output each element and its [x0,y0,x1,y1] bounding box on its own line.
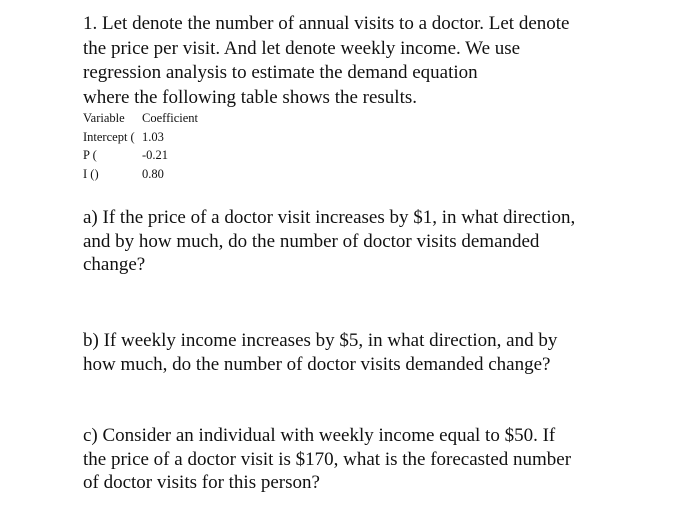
table-row [83,165,198,184]
problem-intro [83,12,683,110]
question-c [83,424,571,495]
question-line: how much, do the number of doctor visits demanded change? [83,353,551,375]
question-line: a) If the price of a doctor visit increases by $1, in what direction, [83,207,576,228]
variable-cell: Intercept ( [83,129,135,144]
table-row [83,128,198,147]
coefficient-cell: -0.21 [142,148,169,162]
question-line: the price of a doctor visit is $170, what is the forecasted number [83,448,572,470]
regression-table [83,109,198,183]
intro-line: regression analysis to estimate the demand equation [83,62,478,83]
question-line: of doctor visits for this person? [83,472,320,493]
variable-cell: P ( [83,148,97,162]
coefficient-cell: 0.80 [142,166,164,181]
question-line: b) If weekly income increases by $5, in what direction, and by [83,330,558,351]
question-line: change? [83,254,146,275]
question-a [83,206,575,277]
column-header-coefficient: Coefficient [142,111,198,125]
table-header-row [83,109,198,128]
question-b [83,329,557,376]
column-header-variable: Variable [83,111,125,125]
intro-line: where the following table shows the results. [83,86,418,108]
table-row [83,146,198,165]
intro-line: 1. Let denote the number of annual visits to a doctor. Let denote [83,13,570,34]
intro-line: the price per visit. And let denote weekly income. We use [83,37,521,59]
variable-cell: I () [83,166,99,181]
question-line: and by how much, do the number of doctor visits demanded [83,230,540,252]
coefficient-cell: 1.03 [142,129,164,144]
question-line: c) Consider an individual with weekly income equal to $50. If [83,425,556,446]
